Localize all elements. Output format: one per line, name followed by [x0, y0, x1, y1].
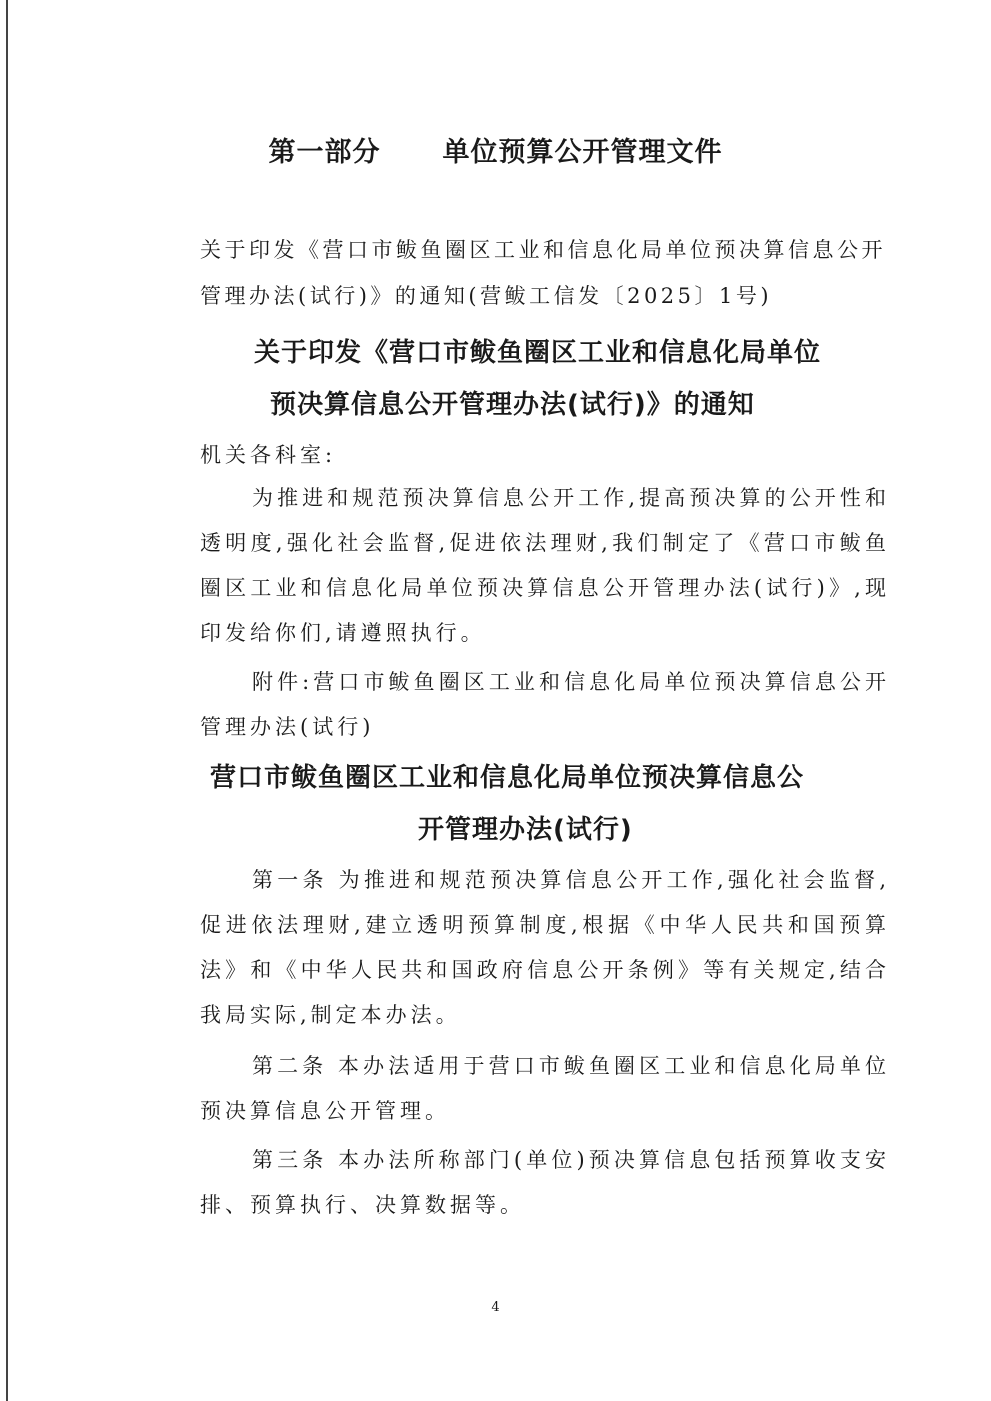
- page-number: 4: [491, 1300, 500, 1315]
- article-3: 第三条 本办法所称部门(单位)预决算信息包括预算收支安排、预算执行、决算数据等。: [200, 1148, 890, 1217]
- regulation-heading: [198, 752, 892, 856]
- notice-heading-line-1: 关于印发《营口市鲅鱼圈区工业和信息化局单位: [254, 338, 822, 368]
- document-reference: 关于印发《营口市鲅鱼圈区工业和信息化局单位预决算信息公开管理办法(试行)》的通知(营鲅工信发〔2025〕1号): [200, 238, 886, 308]
- article-1: 第一条 为推进和规范预决算信息公开工作,强化社会监督,促进依法理财,建立透明预算制度,根据《中华人民共和国预算法》和《中华人民共和国政府信息公开条例》等有关规定,结合我局实际,制定本办法。: [200, 868, 890, 1027]
- intro-paragraph: 为推进和规范预决算信息公开工作,提高预决算的公开性和透明度,强化社会监督,促进依法理财,我们制定了《营口市鲅鱼圈区工业和信息化局单位预决算信息公开管理办法(试行)》,现印发给你们,请遵照执行。: [200, 486, 890, 645]
- salutation: 机关各科室:: [200, 443, 337, 467]
- attachment-note: 附件:营口市鲅鱼圈区工业和信息化局单位预决算信息公开管理办法(试行): [200, 670, 890, 739]
- part-title: [0, 130, 991, 169]
- part-title-text: 单位预算公开管理文件: [442, 137, 723, 168]
- scan-page-edge: [6, 0, 8, 1401]
- regulation-heading-line-1: 营口市鲅鱼圈区工业和信息化局单位预决算信息公: [210, 763, 805, 793]
- regulation-heading-line-2: 开管理办法(试行): [418, 815, 633, 845]
- part-title-number: 第一部分: [268, 137, 381, 168]
- article-2: 第二条 本办法适用于营口市鲅鱼圈区工业和信息化局单位预决算信息公开管理。: [200, 1054, 890, 1123]
- notice-heading-line-2: 预决算信息公开管理办法(试行)》的通知: [270, 390, 755, 420]
- notice-heading: [198, 327, 892, 431]
